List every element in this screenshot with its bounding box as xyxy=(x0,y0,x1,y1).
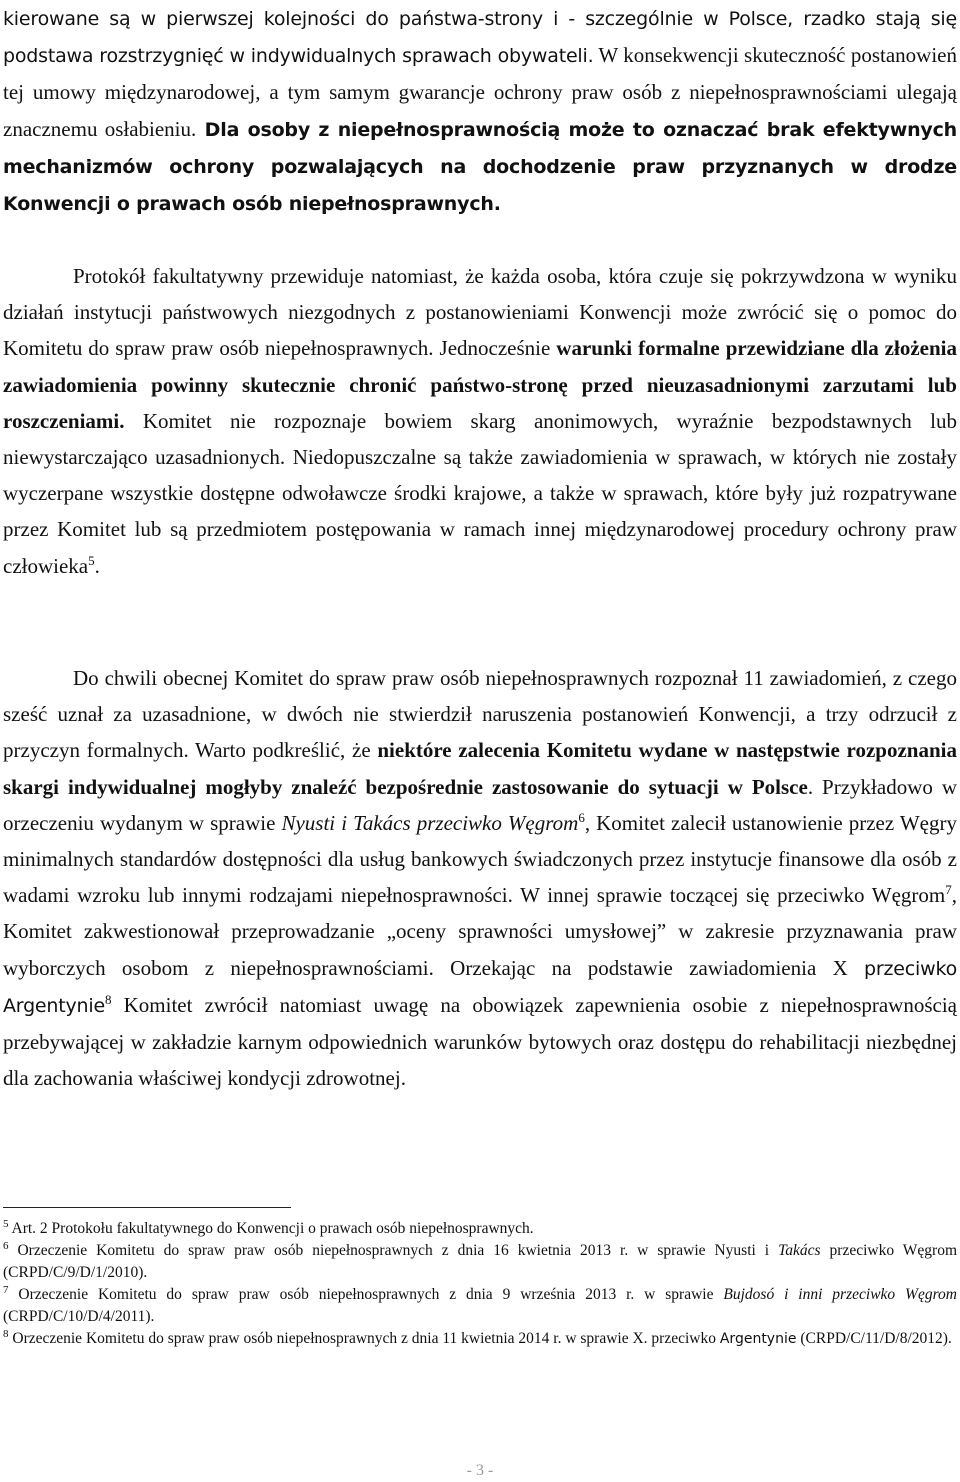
footnote-6-number: 6 xyxy=(3,1240,9,1252)
footnote-7-italic: Bujdosó i inni przeciwko Węgrom xyxy=(723,1286,957,1303)
paragraph-1-middle: W konsekwencji skuteczność postanowień tej umowy międzynarodowej, a tym samym gwarancje ochrony praw osób z niepełnosprawnościami ulegają znacznemu osłabieniu. xyxy=(3,43,957,141)
footnote-8 xyxy=(3,1328,957,1350)
footnote-7-number: 7 xyxy=(3,1284,9,1296)
paragraph-2-text-c: Komitet nie rozpoznaje bowiem skarg anonimowych, wyraźnie bezpodstawnych lub niewystarczająco uzasadnionych. Niedopuszczalne są także zawiadomienia w sprawach, w których nie zostały wyczerpane wszystkie dostępne odwoławcze środki krajowe, a także w sprawach, które były już rozpatrywane przez Komitet lub są przedmiotem postępowania w ramach innej międzynarodowej procedury ochrony praw człowieka xyxy=(3,408,957,578)
footnote-ref-6[interactable]: 6 xyxy=(578,809,585,825)
paragraph-3-bold: niektóre zalecenia Komitetu wydane w następstwie rozpoznania skargi indywidualnej mogłyby znaleźć bezpośrednie zastosowanie do sytuacji w Polsce xyxy=(3,738,957,799)
footnote-7-text-end: (CRPD/C/10/D/4/2011). xyxy=(3,1308,155,1325)
footnote-5 xyxy=(3,1218,957,1240)
footnote-6-italic: Takács xyxy=(778,1242,821,1259)
paragraph-2-text-b: Jednocześnie xyxy=(433,336,557,361)
paragraph-1 xyxy=(3,0,957,222)
paragraph-3-text-a: Do chwili obecnej Komitet do spraw praw osób niepełnosprawnych rozpoznał 11 zawiadomień, z czego sześć uznał za uzasadnione, w dwóch nie stwierdził naruszenia postanowień Konwencji, a trzy odrzucił z przyczyn formalnych. Warto podkreślić, że xyxy=(3,666,957,763)
paragraph-3-text-d: , Komitet zakwestionował przeprowadzanie „oceny sprawności umysłowej” w zakresie przyznawania praw wyborczych osobom z niepełnosprawnościami. Orzekając na podstawie zawiadomienia X xyxy=(3,883,957,980)
paragraph-2-bold: warunki formalne przewidziane dla złożenia zawiadomienia powinny skutecznie chronić państwo-stronę przed nieuzasadnionymi zarzutami lub roszczeniami. xyxy=(3,336,957,433)
page-number: - 3 - xyxy=(466,1462,494,1479)
paragraph-3-text-b: . Przykładowo w orzeczeniu wydanym w sprawie xyxy=(3,774,957,835)
footnote-5-number: 5 xyxy=(3,1218,9,1230)
paragraph-3-argentyna: przeciwko Argentynie xyxy=(3,957,957,1017)
footnote-5-text: Art. 2 Protokołu fakultatywnego do Konwencji o prawach osób niepełnosprawnych. xyxy=(8,1220,534,1237)
paragraph-3-text-c: , Komitet zalecił ustanowienie przez Węgry minimalnych standardów dostępności dla usług bankowych świadczonych przez instytucje finansowe dla osób z wadami wzroku lub innymi rodzajami niepełnosprawności. W innej sprawie toczącej się przeciwko Węgrom xyxy=(3,810,957,908)
footnote-6 xyxy=(3,1240,957,1284)
paragraph-3 xyxy=(3,660,957,1096)
paragraph-2-end: . xyxy=(94,553,100,578)
footnote-ref-7[interactable]: 7 xyxy=(945,882,952,898)
footnote-ref-5[interactable]: 5 xyxy=(88,552,95,568)
footnote-separator xyxy=(3,1207,291,1208)
footnote-6-text: Orzeczenie Komitetu do spraw praw osób niepełnosprawnych z dnia 16 kwietnia 2013 r. w sprawie Nyusti i xyxy=(8,1242,779,1259)
footnote-8-text: Orzeczenie Komitetu do spraw praw osób niepełnosprawnych z dnia 11 kwietnia 2014 r. w sprawie X. przeciwko xyxy=(8,1330,720,1347)
paragraph-3-text-e: Komitet zwrócił natomiast uwagę na obowiązek zapewnienia osobie z niepełnosprawnością przebywającej w zakładzie karnym odpowiednich warunków bytowych oraz dostępu do rehabilitacji niezbędnej dla zachowania właściwej kondycji zdrowotnej. xyxy=(3,992,957,1091)
footnote-8-number: 8 xyxy=(3,1328,9,1340)
paragraph-2-text-a: Protokół fakultatywny przewiduje natomiast, że każda osoba, która czuje się pokrzywdzona w wyniku działań instytucji państwowych niezgodnych z postanowieniami Konwencji może zwrócić się o pomoc do Komitetu do spraw praw osób niepełnosprawnych. xyxy=(3,264,957,361)
footnote-6-text-end: przeciwko Węgrom (CRPD/C/9/D/1/2010). xyxy=(3,1242,958,1281)
case-name-nyusti: Nyusti i Takács przeciwko Węgrom xyxy=(281,810,579,835)
footnote-8-text-end: (CRPD/C/11/D/8/2012). xyxy=(796,1330,952,1347)
paragraph-1-intro: kierowane są w pierwszej kolejności do państwa-strony i - szczególnie w Polsce, rzadko stają się podstawa rozstrzygnięć w indywidualnych sprawach obywateli. xyxy=(3,8,957,68)
paragraph-2 xyxy=(3,258,957,584)
footnotes xyxy=(3,1218,957,1350)
footnote-7-text: Orzeczenie Komitetu do spraw praw osób niepełnosprawnych z dnia 9 września 2013 r. w sprawie xyxy=(8,1286,724,1303)
footnote-ref-8[interactable]: 8 xyxy=(104,991,112,1007)
footnote-8-argentyna: Argentynie xyxy=(719,1331,797,1347)
footnote-7 xyxy=(3,1284,957,1328)
paragraph-1-bold: Dla osoby z niepełnosprawnością może to oznaczać brak efektywnych mechanizmów ochrony pozwalających na dochodzenie praw przyznanych w drodze Konwencji o prawach osób niepełnosprawnych. xyxy=(3,118,957,216)
